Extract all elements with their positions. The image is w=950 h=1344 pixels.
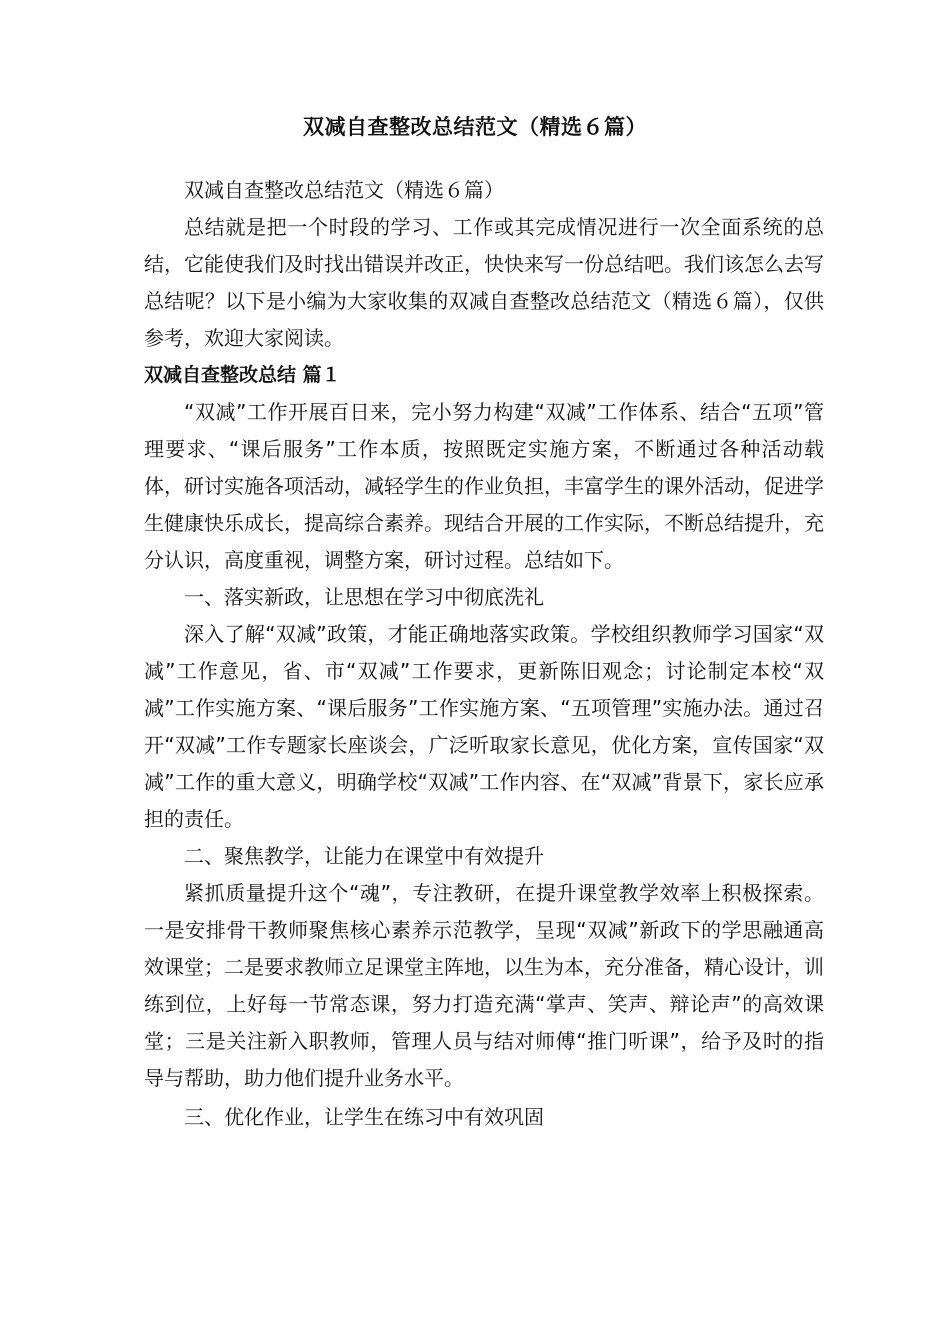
document-title: 双减自查整改总结范文（精选６篇）: [303, 115, 647, 139]
point-title: 一、落实新政，让思想在学习中彻底洗礼: [184, 585, 544, 609]
section-heading: 双减自查整改总结 篇１: [144, 364, 341, 386]
intro-paragraph: 总结就是把一个时段的学习、工作或其完成情况进行一次全面系统的总结，它能使我们及时找出错误并改正，快快来写一份总结吧。我们该怎么去写总结呢？以下是小编为大家收集的双减自查整改总结范文（精选６篇），仅供参考，欢迎大家阅读。: [144, 215, 824, 350]
section-paragraph: “双减”工作开展百日来，完小努力构建“双减”工作体系、结合“五项”管理要求、“课后服务”工作本质，按照既定实施方案，不断通过各种活动载体，研讨实施各项活动，减轻学生的作业负担，丰富学生的课外活动，促进学生健康快乐成长，提高综合素养。现结合开展的工作实际，不断总结提升，充分认识，高度重视，调整方案，研讨过程。总结如下。: [144, 400, 824, 572]
point-title: 二、聚焦教学，让能力在课堂中有效提升: [184, 844, 544, 868]
point-paragraph: 深入了解“双减”政策，才能正确地落实政策。学校组织教师学习国家“双减”工作意见，省、市“双减”工作要求，更新陈旧观念；讨论制定本校“双减”工作实施方案、“课后服务”工作实施方案、“五项管理”实施办法。通过召开“双减”工作专题家长座谈会，广泛听取家长意见，优化方案，宣传国家“双减”工作的重大意义，明确学校“双减”工作内容、在“双减”背景下，家长应承担的责任。: [144, 622, 824, 831]
point-title: 三、优化作业，让学生在练习中有效巩固: [184, 1105, 544, 1129]
point-paragraph: 紧抓质量提升这个“魂”，专注教研，在提升课堂教学效率上积极探索。一是安排骨干教师聚焦核心素养示范教学，呈现“双减”新政下的学思融通高效课堂；二是要求教师立足课堂主阵地，以生为本，充分准备，精心设计，训练到位，上好每一节常态课，努力打造充满“掌声、笑声、辩论声”的高效课堂；三是关注新入职教师，管理人员与结对师傅“推门听课”，给予及时的指导与帮助，助力他们提升业务水平。: [144, 881, 824, 1090]
subtitle-paragraph: 双减自查整改总结范文（精选６篇）: [184, 178, 504, 202]
document-body: [144, 172, 824, 1136]
